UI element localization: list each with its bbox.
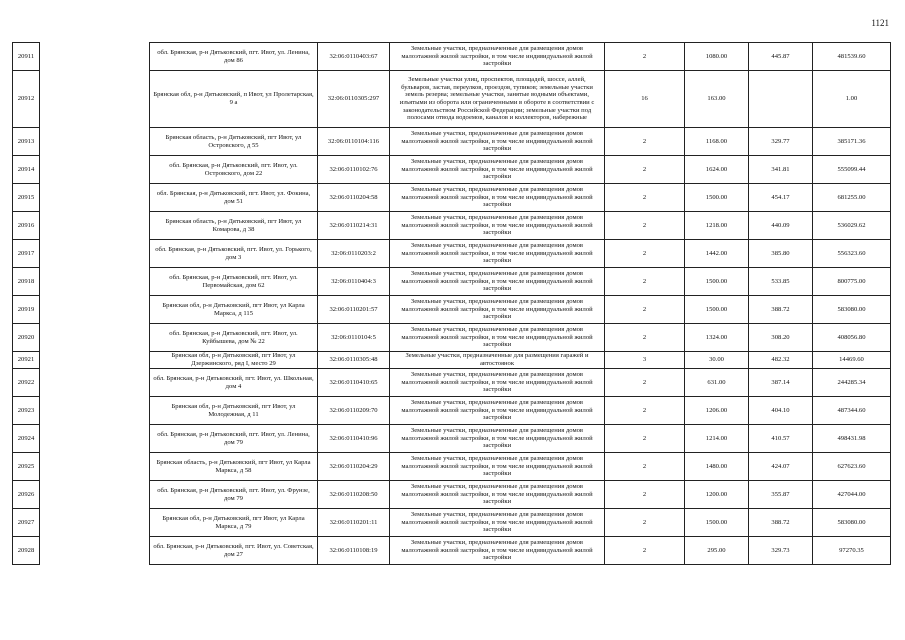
- address-cell: обл. Брянская, р-н Дятьковский, пгт. Ивот, ул. Фокина, дом 51: [150, 184, 318, 212]
- row-id: 20913: [13, 128, 40, 156]
- area-cell: 1500.00: [685, 184, 749, 212]
- group-cell: 2: [605, 156, 685, 184]
- rate-cell: 329.73: [749, 537, 813, 565]
- row-id: 20916: [13, 212, 40, 240]
- row-id: 20911: [13, 43, 40, 71]
- row-id: 20921: [13, 352, 40, 369]
- spacer-cell: [40, 352, 150, 369]
- area-cell: 1200.00: [685, 481, 749, 509]
- area-cell: 1442.00: [685, 240, 749, 268]
- area-cell: 1206.00: [685, 397, 749, 425]
- group-cell: 2: [605, 453, 685, 481]
- cadastral-number-cell: 32:06:0110410:96: [318, 425, 390, 453]
- table-row: [13, 397, 891, 425]
- spacer-cell: [40, 397, 150, 425]
- cadastral-number-cell: 32:06:0110201:57: [318, 296, 390, 324]
- land-use-cell: Земельные участки, предназначенные для размещения домов малоэтажной жилой застройки, в том числе индивидуальной жилой застройки: [390, 324, 605, 352]
- value-cell: 408056.80: [813, 324, 891, 352]
- row-id: 20912: [13, 71, 40, 128]
- rate-cell: 454.17: [749, 184, 813, 212]
- land-use-cell: Земельные участки, предназначенные для размещения домов малоэтажной жилой застройки, в том числе индивидуальной жилой застройки: [390, 240, 605, 268]
- table-row: [13, 240, 891, 268]
- group-cell: 2: [605, 481, 685, 509]
- table-row: [13, 71, 891, 128]
- land-use-cell: Земельные участки, предназначенные для размещения домов малоэтажной жилой застройки, в том числе индивидуальной жилой застройки: [390, 369, 605, 397]
- value-cell: 427044.00: [813, 481, 891, 509]
- value-cell: 498431.98: [813, 425, 891, 453]
- area-cell: 30.00: [685, 352, 749, 369]
- area-cell: 1218.00: [685, 212, 749, 240]
- rate-cell: 482.32: [749, 352, 813, 369]
- row-id: 20924: [13, 425, 40, 453]
- land-use-cell: Земельные участки, предназначенные для размещения домов малоэтажной жилой застройки, в том числе индивидуальной жилой застройки: [390, 509, 605, 537]
- cadastral-number-cell: 32:06:0110305:48: [318, 352, 390, 369]
- spacer-cell: [40, 537, 150, 565]
- rate-cell: 355.87: [749, 481, 813, 509]
- table-row: [13, 184, 891, 212]
- spacer-cell: [40, 268, 150, 296]
- row-id: 20925: [13, 453, 40, 481]
- table-row: [13, 268, 891, 296]
- land-plot-table: [12, 42, 891, 565]
- value-cell: 681255.00: [813, 184, 891, 212]
- area-cell: 1214.00: [685, 425, 749, 453]
- table-row: [13, 324, 891, 352]
- spacer-cell: [40, 296, 150, 324]
- rate-cell: 385.80: [749, 240, 813, 268]
- group-cell: 2: [605, 397, 685, 425]
- rate-cell: 308.20: [749, 324, 813, 352]
- spacer-cell: [40, 481, 150, 509]
- group-cell: 16: [605, 71, 685, 128]
- spacer-cell: [40, 71, 150, 128]
- spacer-cell: [40, 453, 150, 481]
- group-cell: 2: [605, 43, 685, 71]
- land-use-cell: Земельные участки, предназначенные для размещения домов малоэтажной жилой застройки, в том числе индивидуальной жилой застройки: [390, 453, 605, 481]
- address-cell: обл. Брянская, р-н Дятьковский, пгт. Ивот, ул. Советская, дом 27: [150, 537, 318, 565]
- table-row: [13, 509, 891, 537]
- row-id: 20926: [13, 481, 40, 509]
- value-cell: 481539.60: [813, 43, 891, 71]
- rate-cell: 424.07: [749, 453, 813, 481]
- spacer-cell: [40, 425, 150, 453]
- land-use-cell: Земельные участки, предназначенные для размещения домов малоэтажной жилой застройки, в том числе индивидуальной жилой застройки: [390, 128, 605, 156]
- area-cell: 1480.00: [685, 453, 749, 481]
- group-cell: 2: [605, 324, 685, 352]
- value-cell: 385171.36: [813, 128, 891, 156]
- spacer-cell: [40, 509, 150, 537]
- address-cell: обл. Брянская, р-н Дятьковский, пгт. Ивот, ул. Горького, дом 3: [150, 240, 318, 268]
- spacer-cell: [40, 212, 150, 240]
- area-cell: 1500.00: [685, 268, 749, 296]
- land-use-cell: Земельные участки, предназначенные для размещения домов малоэтажной жилой застройки, в том числе индивидуальной жилой застройки: [390, 296, 605, 324]
- land-use-cell: Земельные участки, предназначенные для размещения гаражей и автостоянок: [390, 352, 605, 369]
- rate-cell: 445.87: [749, 43, 813, 71]
- address-cell: Брянская обл, р-н Дятьковский, п Ивот, ул Пролетарская, 9 а: [150, 71, 318, 128]
- land-use-cell: Земельные участки, предназначенные для размещения домов малоэтажной жилой застройки, в том числе индивидуальной жилой застройки: [390, 156, 605, 184]
- address-cell: обл. Брянская, р-н Дятьковский, пгт. Ивот, ул. Куйбышева, дом № 22: [150, 324, 318, 352]
- area-cell: 1324.00: [685, 324, 749, 352]
- address-cell: Брянская обл, р-н Дятьковский, пгт Ивот, ул Карла Маркса, д 79: [150, 509, 318, 537]
- area-cell: 295.00: [685, 537, 749, 565]
- spacer-cell: [40, 43, 150, 71]
- rate-cell: 387.14: [749, 369, 813, 397]
- land-use-cell: Земельные участки, предназначенные для размещения домов малоэтажной жилой застройки, в том числе индивидуальной жилой застройки: [390, 537, 605, 565]
- land-use-cell: Земельные участки, предназначенные для размещения домов малоэтажной жилой застройки, в том числе индивидуальной жилой застройки: [390, 184, 605, 212]
- value-cell: 487344.60: [813, 397, 891, 425]
- address-cell: Брянская область, р-н Дятьковский, пгт Ивот, ул Островского, д 55: [150, 128, 318, 156]
- table-row: [13, 128, 891, 156]
- row-id: 20922: [13, 369, 40, 397]
- group-cell: 2: [605, 296, 685, 324]
- area-cell: 631.00: [685, 369, 749, 397]
- rate-cell: [749, 71, 813, 128]
- rate-cell: 329.77: [749, 128, 813, 156]
- spacer-cell: [40, 184, 150, 212]
- row-id: 20919: [13, 296, 40, 324]
- cadastral-number-cell: 32:06:0110203:2: [318, 240, 390, 268]
- address-cell: Брянская область, р-н Дятьковский, пгт Ивот, ул Комарова, д 38: [150, 212, 318, 240]
- row-id: 20917: [13, 240, 40, 268]
- value-cell: 583080.00: [813, 296, 891, 324]
- spacer-cell: [40, 128, 150, 156]
- cadastral-number-cell: 32:06:0110204:58: [318, 184, 390, 212]
- table-row: [13, 481, 891, 509]
- table-row: [13, 369, 891, 397]
- cadastral-number-cell: 32:06:0110214:31: [318, 212, 390, 240]
- group-cell: 2: [605, 212, 685, 240]
- rate-cell: 533.85: [749, 268, 813, 296]
- land-use-cell: Земельные участки, предназначенные для размещения домов малоэтажной жилой застройки, в том числе индивидуальной жилой застройки: [390, 481, 605, 509]
- land-use-cell: Земельные участки, предназначенные для размещения домов малоэтажной жилой застройки, в том числе индивидуальной жилой застройки: [390, 43, 605, 71]
- row-id: 20920: [13, 324, 40, 352]
- group-cell: 3: [605, 352, 685, 369]
- spacer-cell: [40, 156, 150, 184]
- area-cell: 163.00: [685, 71, 749, 128]
- address-cell: обл. Брянская, р-н Дятьковский, пгт. Ивот, ул. Школьная, дом 4: [150, 369, 318, 397]
- cadastral-number-cell: 32:06:0110104:116: [318, 128, 390, 156]
- rate-cell: 388.72: [749, 296, 813, 324]
- row-id: 20915: [13, 184, 40, 212]
- table-row: [13, 296, 891, 324]
- group-cell: 2: [605, 369, 685, 397]
- cadastral-number-cell: 32:06:0110208:50: [318, 481, 390, 509]
- address-cell: Брянская область, р-н Дятьковский, пгт Ивот, ул Карла Маркса, д 58: [150, 453, 318, 481]
- table-body: [13, 43, 891, 565]
- address-cell: Брянская обл, р-н Дятьковский, пгт Ивот, ул Молодежная, д 11: [150, 397, 318, 425]
- value-cell: 555099.44: [813, 156, 891, 184]
- table-row: [13, 156, 891, 184]
- cadastral-number-cell: 32:06:0110410:65: [318, 369, 390, 397]
- value-cell: 800775.00: [813, 268, 891, 296]
- spacer-cell: [40, 369, 150, 397]
- address-cell: обл. Брянская, р-н Дятьковский, пгт. Ивот, ул. Ленина, дом 79: [150, 425, 318, 453]
- address-cell: обл. Брянская, р-н Дятьковский, пгт. Ивот, ул. Ленина, дом 86: [150, 43, 318, 71]
- area-cell: 1080.00: [685, 43, 749, 71]
- table-row: [13, 425, 891, 453]
- rate-cell: 440.09: [749, 212, 813, 240]
- address-cell: обл. Брянская, р-н Дятьковский, пгт. Ивот, ул. Островского, дом 22: [150, 156, 318, 184]
- land-use-cell: Земельные участки улиц, проспектов, площадей, шоссе, аллей, бульваров, застав, переулков, проездов, тупиков; земельные участки земель резерва; земельные участки, занятые водными объектами, изъятыми из оборота или ограниченными в обороте в соответствии с законодательством Российской Федерации; земельные участки под полосами отвода водоемов, каналов и коллекторов, набережные: [390, 71, 605, 128]
- land-use-cell: Земельные участки, предназначенные для размещения домов малоэтажной жилой застройки, в том числе индивидуальной жилой застройки: [390, 212, 605, 240]
- value-cell: 244285.34: [813, 369, 891, 397]
- table-row: [13, 212, 891, 240]
- cadastral-number-cell: 32:06:0110209:70: [318, 397, 390, 425]
- cadastral-number-cell: 32:06:0110305:297: [318, 71, 390, 128]
- rate-cell: 341.81: [749, 156, 813, 184]
- value-cell: 627623.60: [813, 453, 891, 481]
- table-row: [13, 453, 891, 481]
- area-cell: 1624.00: [685, 156, 749, 184]
- value-cell: 536029.62: [813, 212, 891, 240]
- value-cell: 1.00: [813, 71, 891, 128]
- group-cell: 2: [605, 184, 685, 212]
- group-cell: 2: [605, 240, 685, 268]
- land-use-cell: Земельные участки, предназначенные для размещения домов малоэтажной жилой застройки, в том числе индивидуальной жилой застройки: [390, 397, 605, 425]
- rate-cell: 410.57: [749, 425, 813, 453]
- address-cell: обл. Брянская, р-н Дятьковский, пгт. Ивот, ул. Фрунзе, дом 79: [150, 481, 318, 509]
- table-row: [13, 43, 891, 71]
- area-cell: 1500.00: [685, 296, 749, 324]
- row-id: 20914: [13, 156, 40, 184]
- table-row: [13, 352, 891, 369]
- row-id: 20928: [13, 537, 40, 565]
- address-cell: Брянская обл, р-н Дятьковский, пгт Ивот, ул Дзержинского, ряд I, место 29: [150, 352, 318, 369]
- cadastral-number-cell: 32:06:0110108:19: [318, 537, 390, 565]
- area-cell: 1168.00: [685, 128, 749, 156]
- address-cell: Брянская обл, р-н Дятьковский, пгт Ивот, ул Карла Маркса, д 115: [150, 296, 318, 324]
- group-cell: 2: [605, 537, 685, 565]
- address-cell: обл. Брянская, р-н Дятьковский, пгт. Ивот, ул. Первомайская, дом 62: [150, 268, 318, 296]
- cadastral-number-cell: 32:06:0110104:5: [318, 324, 390, 352]
- land-use-cell: Земельные участки, предназначенные для размещения домов малоэтажной жилой застройки, в том числе индивидуальной жилой застройки: [390, 268, 605, 296]
- value-cell: 583080.00: [813, 509, 891, 537]
- cadastral-number-cell: 32:06:0110204:29: [318, 453, 390, 481]
- group-cell: 2: [605, 268, 685, 296]
- group-cell: 2: [605, 425, 685, 453]
- value-cell: 556323.60: [813, 240, 891, 268]
- row-id: 20918: [13, 268, 40, 296]
- rate-cell: 388.72: [749, 509, 813, 537]
- group-cell: 2: [605, 509, 685, 537]
- group-cell: 2: [605, 128, 685, 156]
- spacer-cell: [40, 240, 150, 268]
- land-use-cell: Земельные участки, предназначенные для размещения домов малоэтажной жилой застройки, в том числе индивидуальной жилой застройки: [390, 425, 605, 453]
- cadastral-number-cell: 32:06:0110201:11: [318, 509, 390, 537]
- row-id: 20923: [13, 397, 40, 425]
- value-cell: 97270.35: [813, 537, 891, 565]
- cadastral-number-cell: 32:06:0110403:67: [318, 43, 390, 71]
- row-id: 20927: [13, 509, 40, 537]
- cadastral-number-cell: 32:06:0110102:76: [318, 156, 390, 184]
- spacer-cell: [40, 324, 150, 352]
- area-cell: 1500.00: [685, 509, 749, 537]
- value-cell: 14469.60: [813, 352, 891, 369]
- rate-cell: 404.10: [749, 397, 813, 425]
- cadastral-number-cell: 32:06:0110404:3: [318, 268, 390, 296]
- page-number: 1121: [871, 18, 889, 28]
- table-row: [13, 537, 891, 565]
